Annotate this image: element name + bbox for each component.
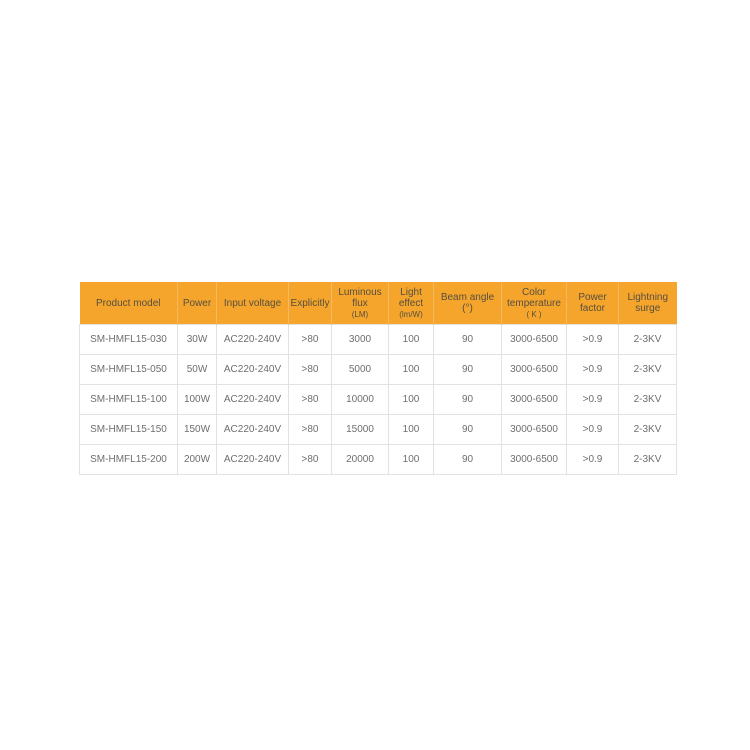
table-header-row <box>80 282 677 325</box>
column-header-explicitly <box>289 282 332 325</box>
cell-beam-angle: 90 <box>434 415 502 445</box>
cell-power: 30W <box>178 325 217 355</box>
cell-luminous-flux: 3000 <box>332 325 389 355</box>
cell-luminous-flux: 10000 <box>332 385 389 415</box>
column-header-beam-angle <box>434 282 502 325</box>
cell-power: 200W <box>178 445 217 475</box>
cell-beam-angle: 90 <box>434 325 502 355</box>
cell-color-temperature: 3000-6500 <box>502 325 567 355</box>
cell-light-effect: 100 <box>389 325 434 355</box>
column-header-label: Luminous flux <box>338 287 382 309</box>
cell-product-model: SM-HMFL15-200 <box>80 445 178 475</box>
column-header-lightning-surge <box>619 282 677 325</box>
product-spec-table <box>79 282 677 475</box>
cell-beam-angle: 90 <box>434 385 502 415</box>
table-row <box>80 445 677 475</box>
table-row <box>80 325 677 355</box>
cell-light-effect: 100 <box>389 445 434 475</box>
cell-explicitly: >80 <box>289 445 332 475</box>
column-header-label: Power <box>182 297 212 309</box>
cell-lightning-surge: 2-3KV <box>619 385 677 415</box>
cell-product-model: SM-HMFL15-050 <box>80 355 178 385</box>
column-header-label: Light effect <box>398 287 424 309</box>
cell-color-temperature: 3000-6500 <box>502 355 567 385</box>
cell-lightning-surge: 2-3KV <box>619 325 677 355</box>
cell-color-temperature: 3000-6500 <box>502 415 567 445</box>
column-header-label: Power factor <box>578 292 607 314</box>
cell-lightning-surge: 2-3KV <box>619 355 677 385</box>
cell-lightning-surge: 2-3KV <box>619 415 677 445</box>
cell-product-model: SM-HMFL15-150 <box>80 415 178 445</box>
column-header-label: Explicitly <box>290 297 330 309</box>
cell-beam-angle: 90 <box>434 355 502 385</box>
cell-power-factor: >0.9 <box>567 415 619 445</box>
table-row <box>80 385 677 415</box>
cell-power: 50W <box>178 355 217 385</box>
cell-input-voltage: AC220-240V <box>217 385 289 415</box>
column-header-label: Lightning surge <box>627 292 669 314</box>
column-header-product-model <box>80 282 178 325</box>
cell-power: 150W <box>178 415 217 445</box>
cell-light-effect: 100 <box>389 385 434 415</box>
column-header-input-voltage <box>217 282 289 325</box>
column-header-color-temperature <box>502 282 567 325</box>
column-header-label: Beam angle (°) <box>440 292 495 314</box>
column-header-unit: (LM) <box>351 310 369 319</box>
cell-luminous-flux: 5000 <box>332 355 389 385</box>
column-header-label: Input voltage <box>223 297 282 309</box>
cell-power: 100W <box>178 385 217 415</box>
cell-product-model: SM-HMFL15-100 <box>80 385 178 415</box>
column-header-unit: (lm/W) <box>399 310 423 319</box>
cell-input-voltage: AC220-240V <box>217 355 289 385</box>
cell-explicitly: >80 <box>289 325 332 355</box>
cell-explicitly: >80 <box>289 385 332 415</box>
table-row <box>80 415 677 445</box>
column-header-label: Color temperature <box>507 287 561 309</box>
cell-luminous-flux: 20000 <box>332 445 389 475</box>
cell-power-factor: >0.9 <box>567 445 619 475</box>
cell-input-voltage: AC220-240V <box>217 445 289 475</box>
column-header-luminous-flux <box>332 282 389 325</box>
column-header-light-effect <box>389 282 434 325</box>
cell-beam-angle: 90 <box>434 445 502 475</box>
cell-color-temperature: 3000-6500 <box>502 385 567 415</box>
column-header-unit: ( K ) <box>526 310 542 319</box>
cell-light-effect: 100 <box>389 355 434 385</box>
cell-light-effect: 100 <box>389 415 434 445</box>
cell-lightning-surge: 2-3KV <box>619 445 677 475</box>
cell-power-factor: >0.9 <box>567 325 619 355</box>
cell-explicitly: >80 <box>289 415 332 445</box>
table-row <box>80 355 677 385</box>
column-header-power-factor <box>567 282 619 325</box>
cell-input-voltage: AC220-240V <box>217 325 289 355</box>
column-header-label: Product model <box>96 297 161 309</box>
cell-explicitly: >80 <box>289 355 332 385</box>
cell-product-model: SM-HMFL15-030 <box>80 325 178 355</box>
cell-input-voltage: AC220-240V <box>217 415 289 445</box>
cell-color-temperature: 3000-6500 <box>502 445 567 475</box>
cell-luminous-flux: 15000 <box>332 415 389 445</box>
column-header-power <box>178 282 217 325</box>
cell-power-factor: >0.9 <box>567 385 619 415</box>
cell-power-factor: >0.9 <box>567 355 619 385</box>
